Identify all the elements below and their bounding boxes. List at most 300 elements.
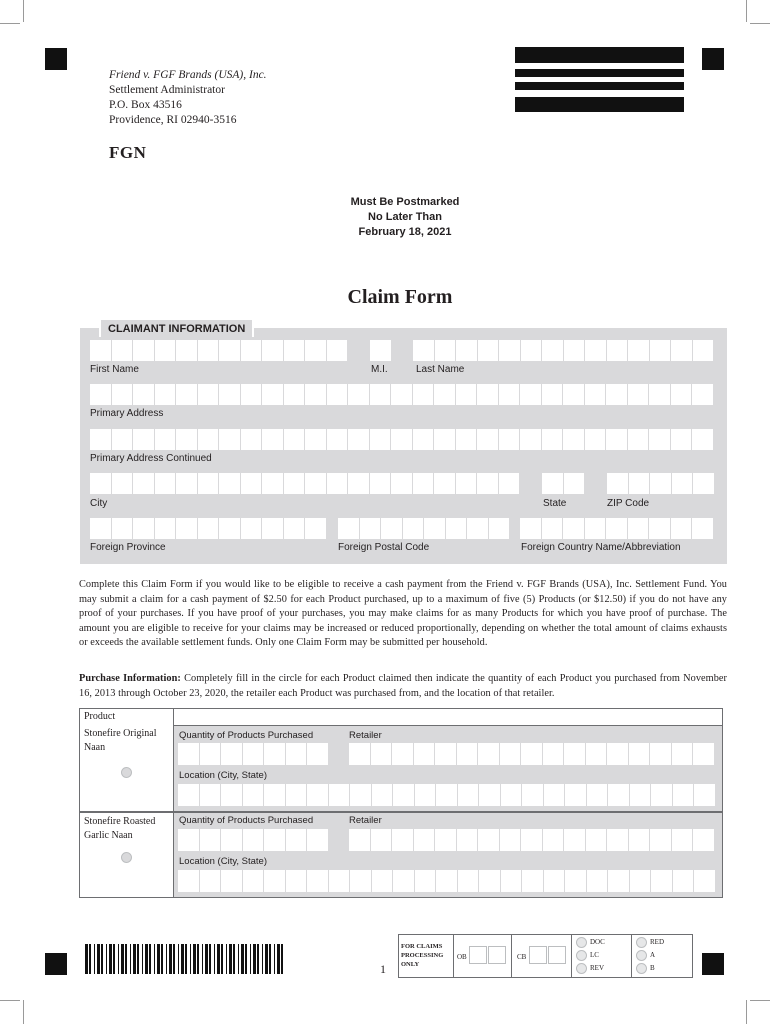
char-box[interactable] [305, 340, 326, 361]
barcode-bar [85, 944, 88, 974]
char-box[interactable] [90, 429, 111, 450]
char-box[interactable] [424, 518, 445, 539]
char-box[interactable] [221, 784, 242, 806]
ob-box[interactable] [469, 946, 487, 964]
char-box[interactable] [262, 340, 283, 361]
char-box[interactable] [544, 784, 565, 806]
barcode-bar [281, 944, 283, 974]
char-box[interactable] [284, 429, 305, 450]
char-box[interactable] [651, 784, 672, 806]
barcode-bar [262, 944, 263, 974]
char-box[interactable] [198, 518, 219, 539]
char-box[interactable] [305, 429, 326, 450]
char-box[interactable] [673, 870, 694, 892]
char-box[interactable] [501, 870, 522, 892]
char-box[interactable] [112, 473, 133, 494]
barcode-bar [209, 944, 211, 974]
char-box[interactable] [307, 870, 328, 892]
char-box[interactable] [585, 340, 606, 361]
char-box[interactable] [501, 784, 522, 806]
char-box[interactable] [543, 829, 564, 851]
barcode-bar [154, 944, 155, 974]
char-box[interactable] [520, 518, 541, 539]
barcode-bar [149, 944, 151, 974]
char-box[interactable] [629, 743, 650, 765]
char-box[interactable] [155, 518, 176, 539]
char-box[interactable] [178, 743, 199, 765]
char-box[interactable] [542, 340, 563, 361]
b-circle[interactable] [636, 963, 647, 974]
char-box[interactable] [500, 829, 521, 851]
barcode-bar [101, 944, 103, 974]
char-box[interactable] [628, 340, 649, 361]
char-box[interactable] [348, 429, 369, 450]
char-box[interactable] [307, 784, 328, 806]
char-box[interactable] [478, 340, 499, 361]
char-box[interactable] [456, 384, 477, 405]
char-box[interactable] [521, 743, 542, 765]
char-box[interactable] [198, 340, 219, 361]
char-box[interactable] [176, 340, 197, 361]
char-box[interactable] [284, 340, 305, 361]
lc-circle[interactable] [576, 950, 587, 961]
char-box[interactable] [479, 784, 500, 806]
char-box[interactable] [264, 829, 285, 851]
char-box[interactable] [200, 829, 221, 851]
char-box[interactable] [219, 384, 240, 405]
char-box[interactable] [219, 473, 240, 494]
char-box[interactable] [435, 743, 456, 765]
char-box[interactable] [520, 384, 541, 405]
char-box[interactable] [434, 473, 455, 494]
char-box[interactable] [155, 384, 176, 405]
char-box[interactable] [457, 829, 478, 851]
red-label: RED [650, 938, 664, 946]
char-box[interactable] [370, 473, 391, 494]
char-box[interactable] [606, 384, 627, 405]
char-box[interactable] [564, 743, 585, 765]
char-box[interactable] [241, 429, 262, 450]
char-box[interactable] [284, 473, 305, 494]
char-box[interactable] [305, 473, 326, 494]
char-box[interactable] [329, 870, 350, 892]
char-box[interactable] [307, 829, 328, 851]
char-box[interactable] [262, 473, 283, 494]
char-box[interactable] [693, 473, 714, 494]
char-box[interactable] [606, 518, 627, 539]
char-box[interactable] [200, 784, 221, 806]
char-box[interactable] [467, 518, 488, 539]
crop-mark [23, 1000, 24, 1024]
char-box[interactable] [348, 384, 369, 405]
char-box[interactable] [348, 473, 369, 494]
char-box[interactable] [477, 384, 498, 405]
char-box[interactable] [499, 473, 520, 494]
purchase-info-label: Purchase Information: [79, 673, 181, 684]
char-box[interactable] [241, 518, 262, 539]
char-box[interactable] [243, 829, 264, 851]
char-box[interactable] [360, 518, 381, 539]
char-box[interactable] [327, 340, 348, 361]
char-box[interactable] [628, 429, 649, 450]
char-box[interactable] [564, 829, 585, 851]
char-box[interactable] [456, 429, 477, 450]
char-box[interactable] [370, 384, 391, 405]
char-box[interactable] [630, 870, 651, 892]
char-box[interactable] [370, 340, 391, 361]
char-box[interactable] [521, 829, 542, 851]
postmark-line: February 18, 2021 [358, 226, 452, 238]
barcode-bar [178, 944, 179, 974]
ob-box[interactable] [488, 946, 506, 964]
quantity-field[interactable] [178, 829, 328, 851]
char-box[interactable] [499, 429, 520, 450]
char-box[interactable] [649, 518, 670, 539]
barcode-bar [217, 944, 220, 974]
city-field[interactable] [90, 473, 519, 494]
char-box[interactable] [307, 743, 328, 765]
char-box[interactable] [649, 384, 670, 405]
char-box[interactable] [221, 743, 242, 765]
char-box[interactable] [477, 429, 498, 450]
cp-divider [453, 935, 454, 977]
char-box[interactable] [650, 829, 671, 851]
char-box[interactable] [198, 473, 219, 494]
char-box[interactable] [243, 870, 264, 892]
state-field[interactable] [542, 473, 584, 494]
char-box[interactable] [446, 518, 467, 539]
claims-processing-box [398, 934, 693, 978]
quantity-field[interactable] [178, 743, 328, 765]
char-box[interactable] [671, 518, 692, 539]
char-box[interactable] [413, 384, 434, 405]
char-box[interactable] [608, 870, 629, 892]
location-field[interactable] [178, 784, 715, 806]
char-box[interactable] [479, 870, 500, 892]
char-box[interactable] [563, 518, 584, 539]
char-box[interactable] [692, 429, 713, 450]
char-box[interactable] [564, 340, 585, 361]
barcode-bar [97, 944, 100, 974]
char-box[interactable] [477, 473, 498, 494]
retailer-field[interactable] [349, 829, 714, 851]
char-box[interactable] [672, 829, 693, 851]
char-box[interactable] [585, 429, 606, 450]
char-box[interactable] [90, 518, 111, 539]
char-box[interactable] [392, 743, 413, 765]
char-box[interactable] [133, 340, 154, 361]
primary-address-field[interactable] [90, 384, 713, 405]
char-box[interactable] [243, 743, 264, 765]
char-box[interactable] [650, 473, 671, 494]
char-box[interactable] [329, 784, 350, 806]
char-box[interactable] [694, 870, 715, 892]
char-box[interactable] [262, 384, 283, 405]
barcode-bar [94, 944, 95, 974]
char-box[interactable] [585, 384, 606, 405]
char-box[interactable] [630, 784, 651, 806]
char-box[interactable] [607, 473, 628, 494]
char-box[interactable] [327, 473, 348, 494]
char-box[interactable] [435, 829, 456, 851]
char-box[interactable] [543, 743, 564, 765]
char-box[interactable] [650, 743, 671, 765]
char-box[interactable] [458, 784, 479, 806]
char-box[interactable] [133, 429, 154, 450]
char-box[interactable] [178, 784, 199, 806]
char-box[interactable] [436, 784, 457, 806]
char-box[interactable] [241, 384, 262, 405]
barcode-bar [226, 944, 227, 974]
retailer-label: Retailer [349, 730, 382, 741]
char-box[interactable] [112, 518, 133, 539]
char-box[interactable] [434, 384, 455, 405]
char-box[interactable] [286, 870, 307, 892]
char-box[interactable] [284, 518, 305, 539]
char-box[interactable] [587, 870, 608, 892]
char-box[interactable] [262, 429, 283, 450]
char-box[interactable] [392, 829, 413, 851]
char-box[interactable] [155, 429, 176, 450]
char-box[interactable] [693, 340, 714, 361]
char-box[interactable] [176, 473, 197, 494]
char-box[interactable] [499, 384, 520, 405]
product-select-circle[interactable] [121, 767, 132, 778]
primary-address-continued-label: Primary Address Continued [90, 453, 212, 464]
char-box[interactable] [672, 743, 693, 765]
char-box[interactable] [350, 870, 371, 892]
char-box[interactable] [350, 784, 371, 806]
char-box[interactable] [673, 784, 694, 806]
char-box[interactable] [391, 384, 412, 405]
mi-field[interactable] [370, 340, 391, 361]
char-box[interactable] [544, 870, 565, 892]
barcode-bar [106, 944, 107, 974]
cb-box[interactable] [529, 946, 547, 964]
address-line: Providence, RI 02940-3516 [109, 114, 237, 126]
char-box[interactable] [286, 784, 307, 806]
char-box[interactable] [393, 870, 414, 892]
barcode-bar [253, 944, 256, 974]
char-box[interactable] [219, 429, 240, 450]
char-box[interactable] [241, 473, 262, 494]
char-box[interactable] [371, 743, 392, 765]
char-box[interactable] [243, 784, 264, 806]
row-divider [79, 811, 723, 813]
retailer-field[interactable] [349, 743, 714, 765]
char-box[interactable] [542, 518, 563, 539]
char-box[interactable] [241, 340, 262, 361]
char-box[interactable] [671, 429, 692, 450]
char-box[interactable] [565, 870, 586, 892]
char-box[interactable] [176, 384, 197, 405]
char-box[interactable] [391, 429, 412, 450]
char-box[interactable] [693, 743, 714, 765]
char-box[interactable] [587, 784, 608, 806]
char-box[interactable] [112, 429, 133, 450]
char-box[interactable] [457, 743, 478, 765]
char-box[interactable] [436, 870, 457, 892]
product-select-circle[interactable] [121, 852, 132, 863]
char-box[interactable] [693, 829, 714, 851]
char-box[interactable] [178, 870, 199, 892]
char-box[interactable] [607, 829, 628, 851]
char-box[interactable] [349, 829, 370, 851]
char-box[interactable] [434, 429, 455, 450]
char-box[interactable] [522, 784, 543, 806]
char-box[interactable] [542, 429, 563, 450]
foreign-country-field[interactable] [520, 518, 713, 539]
char-box[interactable] [413, 340, 434, 361]
char-box[interactable] [563, 384, 584, 405]
char-box[interactable] [178, 829, 199, 851]
char-box[interactable] [372, 784, 393, 806]
char-box[interactable] [520, 429, 541, 450]
first-name-field[interactable] [90, 340, 347, 361]
product-name: Stonefire Original Naan [84, 728, 157, 753]
char-box[interactable] [305, 384, 326, 405]
char-box[interactable] [564, 473, 585, 494]
char-box[interactable] [381, 518, 402, 539]
barcode-bar [238, 944, 239, 974]
char-box[interactable] [349, 743, 370, 765]
char-box[interactable] [563, 429, 584, 450]
char-box[interactable] [542, 473, 563, 494]
char-box[interactable] [264, 784, 285, 806]
primary-address-continued-field[interactable] [90, 429, 713, 450]
char-box[interactable] [692, 384, 713, 405]
char-box[interactable] [176, 518, 197, 539]
char-box[interactable] [522, 870, 543, 892]
barcode-bar [121, 944, 124, 974]
char-box[interactable] [286, 829, 307, 851]
char-box[interactable] [219, 340, 240, 361]
char-box[interactable] [542, 384, 563, 405]
crop-mark [0, 1000, 20, 1001]
char-box[interactable] [264, 743, 285, 765]
char-box[interactable] [606, 429, 627, 450]
char-box[interactable] [90, 340, 111, 361]
char-box[interactable] [415, 784, 436, 806]
char-box[interactable] [370, 429, 391, 450]
ob-label: OB [457, 953, 467, 961]
char-box[interactable] [414, 829, 435, 851]
char-box[interactable] [650, 340, 671, 361]
doc-circle[interactable] [576, 937, 587, 948]
char-box[interactable] [155, 473, 176, 494]
char-box[interactable] [413, 473, 434, 494]
char-box[interactable] [200, 870, 221, 892]
char-box[interactable] [649, 429, 670, 450]
crop-mark [750, 23, 770, 24]
char-box[interactable] [585, 518, 606, 539]
char-box[interactable] [133, 473, 154, 494]
char-box[interactable] [133, 384, 154, 405]
char-box[interactable] [628, 518, 649, 539]
char-box[interactable] [305, 518, 326, 539]
char-box[interactable] [176, 429, 197, 450]
char-box[interactable] [672, 473, 693, 494]
char-box[interactable] [694, 784, 715, 806]
char-box[interactable] [414, 743, 435, 765]
char-box[interactable] [586, 829, 607, 851]
char-box[interactable] [521, 340, 542, 361]
char-box[interactable] [133, 518, 154, 539]
char-box[interactable] [338, 518, 359, 539]
char-box[interactable] [629, 473, 650, 494]
char-box[interactable] [413, 429, 434, 450]
char-box[interactable] [112, 340, 133, 361]
registration-mark [45, 953, 67, 975]
char-box[interactable] [112, 384, 133, 405]
char-box[interactable] [608, 784, 629, 806]
foreign-postal-code-field[interactable] [338, 518, 509, 539]
char-box[interactable] [200, 743, 221, 765]
char-box[interactable] [607, 743, 628, 765]
char-box[interactable] [671, 384, 692, 405]
char-box[interactable] [500, 743, 521, 765]
char-box[interactable] [565, 784, 586, 806]
char-box[interactable] [327, 429, 348, 450]
char-box[interactable] [371, 829, 392, 851]
purchase-info-text: Completely fill in the circle for each Product claimed then indicate the quantity of each Product you purchased from November 16, 2013 through October 23, 2020, the retailer each Product was purchased from, and the location of that retailer. [79, 673, 728, 699]
char-box[interactable] [478, 829, 499, 851]
a-circle[interactable] [636, 950, 647, 961]
rev-circle[interactable] [576, 963, 587, 974]
char-box[interactable] [393, 784, 414, 806]
char-box[interactable] [286, 743, 307, 765]
char-box[interactable] [90, 384, 111, 405]
char-box[interactable] [586, 743, 607, 765]
char-box[interactable] [155, 340, 176, 361]
char-box[interactable] [221, 870, 242, 892]
char-box[interactable] [219, 518, 240, 539]
foreign-province-field[interactable] [90, 518, 326, 539]
char-box[interactable] [607, 340, 628, 361]
char-box[interactable] [629, 829, 650, 851]
char-box[interactable] [284, 384, 305, 405]
char-box[interactable] [262, 518, 283, 539]
char-box[interactable] [221, 829, 242, 851]
char-box[interactable] [435, 340, 456, 361]
char-box[interactable] [458, 870, 479, 892]
char-box[interactable] [478, 743, 499, 765]
char-box[interactable] [372, 870, 393, 892]
char-box[interactable] [327, 384, 348, 405]
zip-field[interactable] [607, 473, 714, 494]
last-name-field[interactable] [413, 340, 713, 361]
char-box[interactable] [456, 473, 477, 494]
location-field[interactable] [178, 870, 715, 892]
cb-box[interactable] [548, 946, 566, 964]
char-box[interactable] [628, 384, 649, 405]
char-box[interactable] [391, 473, 412, 494]
char-box[interactable] [198, 429, 219, 450]
char-box[interactable] [415, 870, 436, 892]
char-box[interactable] [489, 518, 510, 539]
char-box[interactable] [671, 340, 692, 361]
char-box[interactable] [198, 384, 219, 405]
char-box[interactable] [264, 870, 285, 892]
red-circle[interactable] [636, 937, 647, 948]
char-box[interactable] [456, 340, 477, 361]
char-box[interactable] [90, 473, 111, 494]
char-box[interactable] [692, 518, 713, 539]
char-box[interactable] [651, 870, 672, 892]
char-box[interactable] [499, 340, 520, 361]
crop-mark [0, 23, 20, 24]
char-box[interactable] [403, 518, 424, 539]
